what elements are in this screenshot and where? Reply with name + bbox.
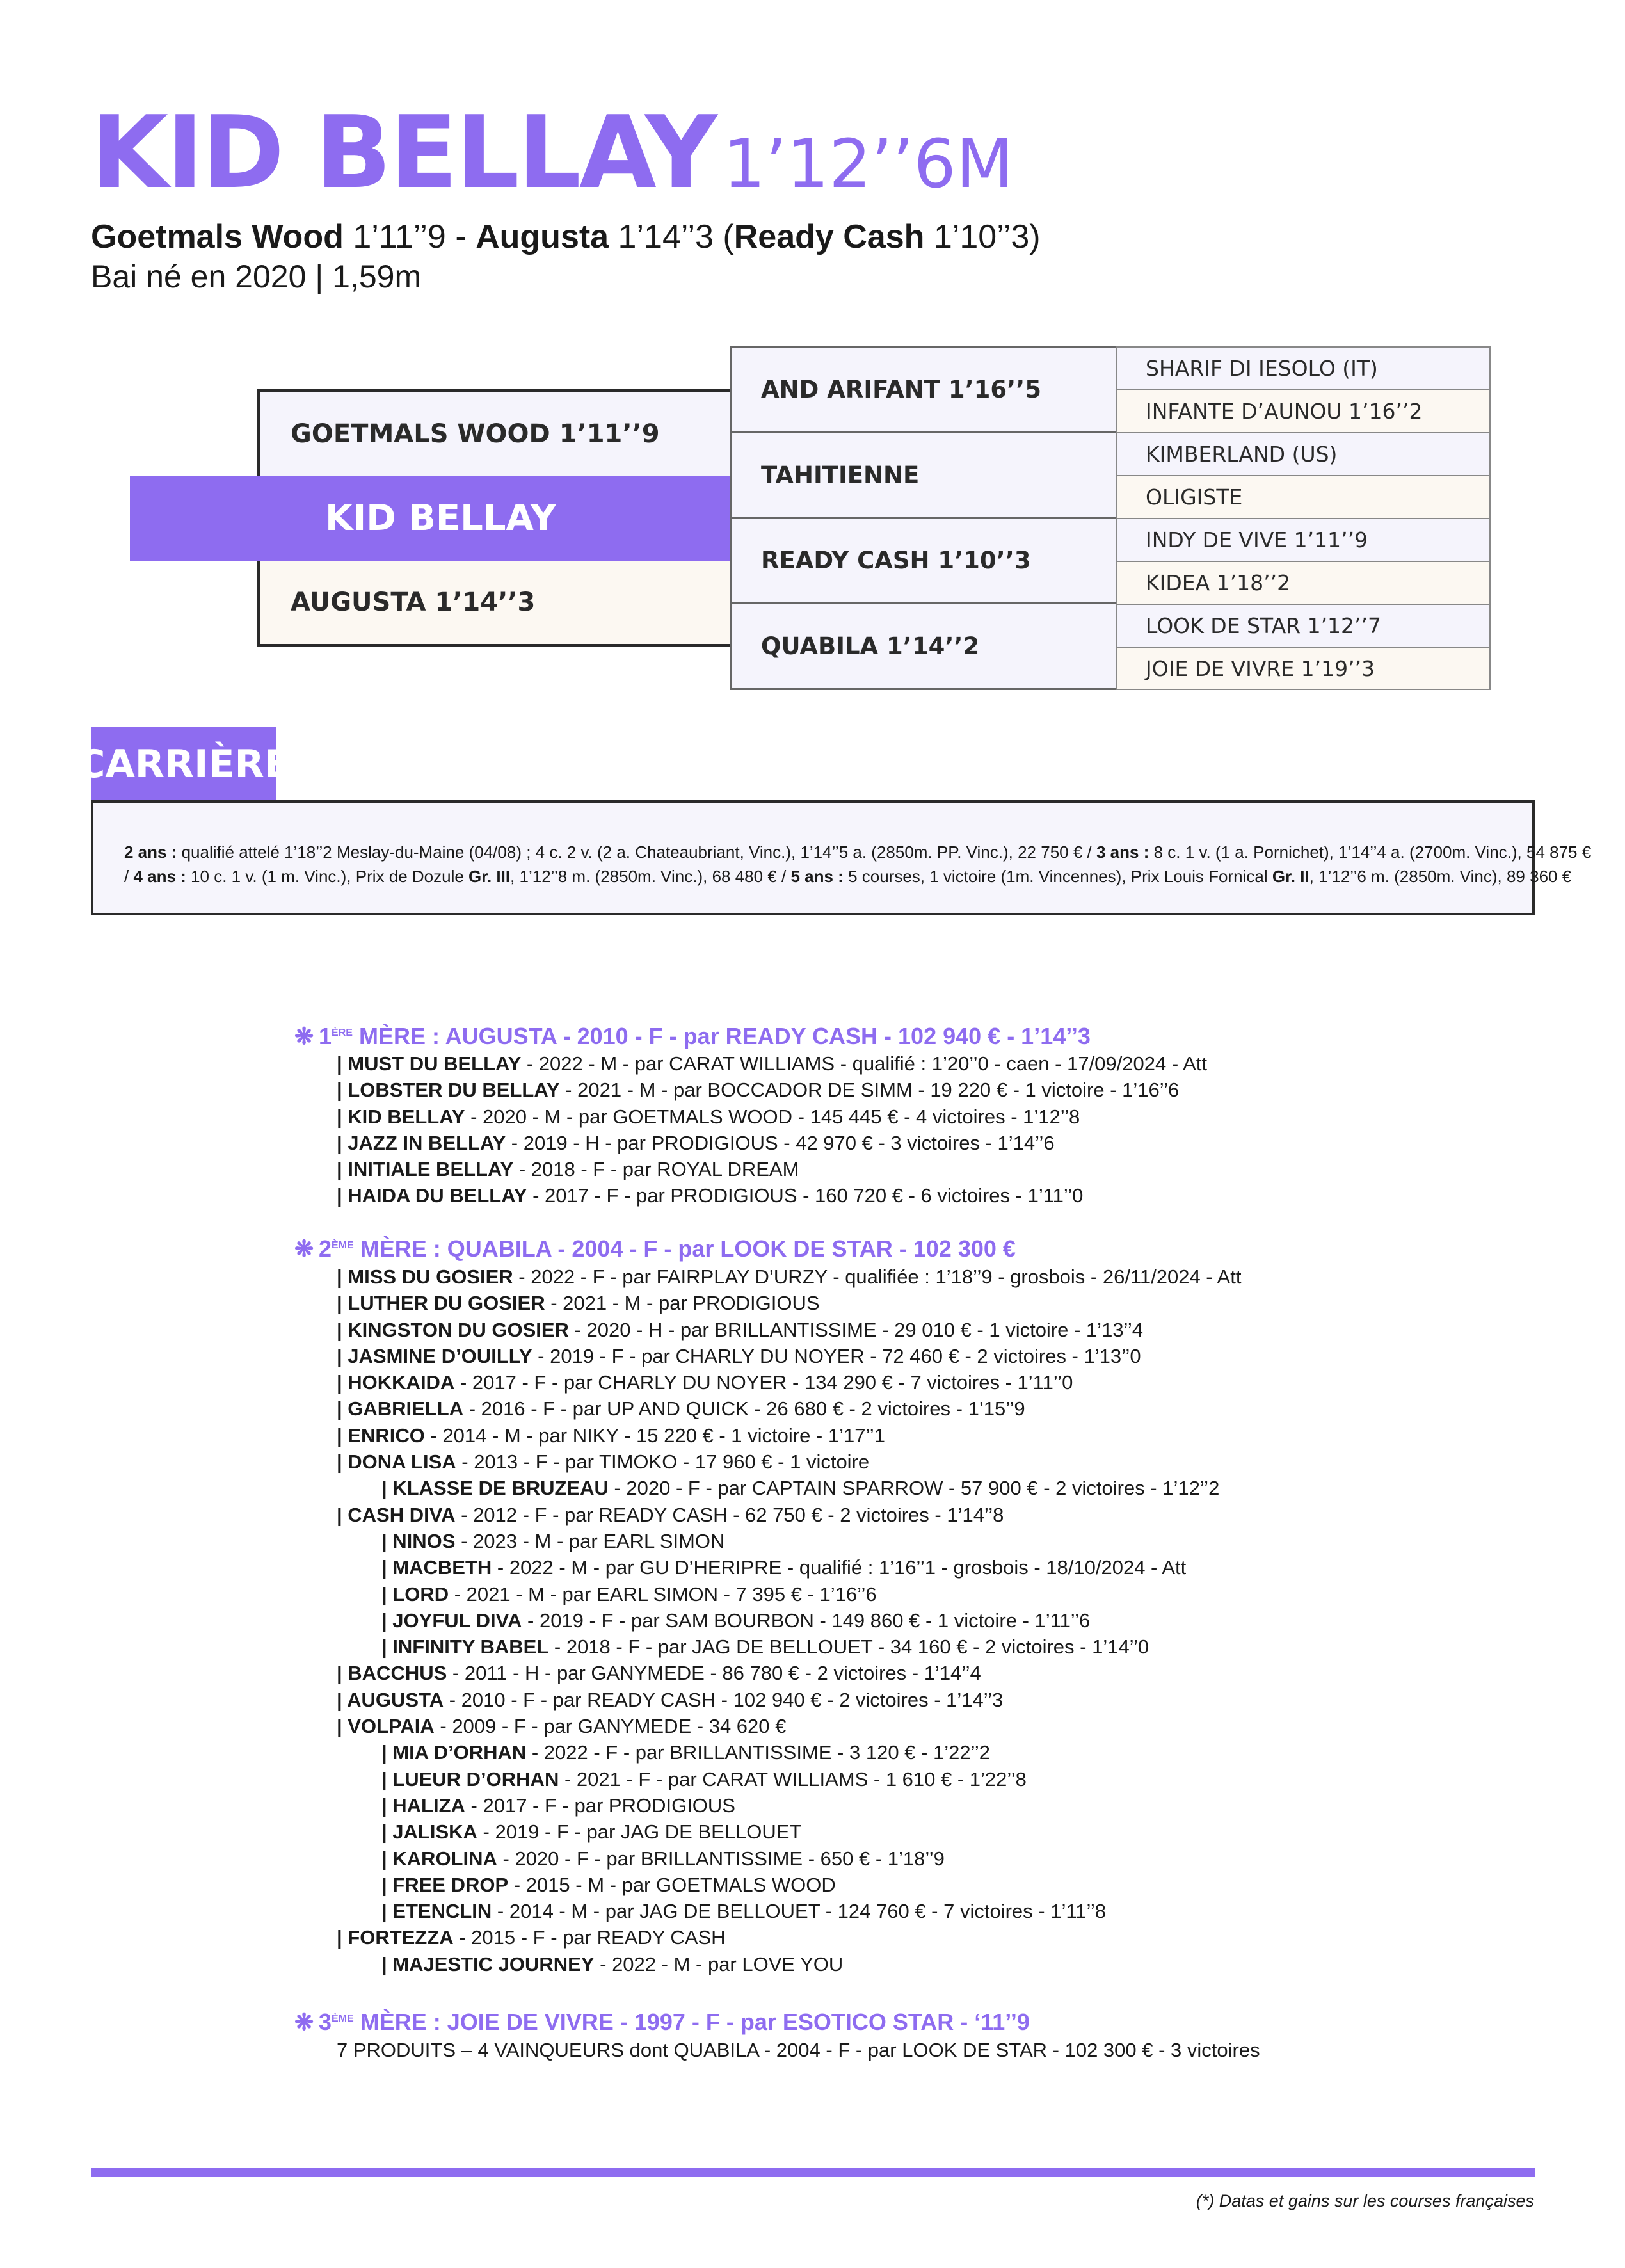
- product-name: | MAJESTIC JOURNEY: [381, 1952, 595, 1975]
- great-grandparent-label: OLIGISTE: [1146, 485, 1243, 510]
- product-details: - 2014 - M - par NIKY - 15 220 € - 1 victoire - 1’17’’1: [424, 1424, 885, 1447]
- great-grandparent-label: KIDEA 1’18’’2: [1146, 570, 1291, 595]
- career-year-label: 2 ans :: [124, 842, 177, 862]
- product-details: - 2022 - M - par CARAT WILLIAMS - qualifié : 1’20’’0 - caen - 17/09/2024 - Att: [521, 1052, 1207, 1075]
- pedigree-great-grandparent: [1116, 647, 1491, 690]
- sire-name: Goetmals Wood: [91, 218, 344, 255]
- product-name: | MACBETH: [381, 1556, 492, 1579]
- product-row: [294, 1819, 1241, 1845]
- product-details: - 2022 - M - par GU D’HERIPRE - qualifié : 1’16’’1 - grosbois - 18/10/2024 - Att: [492, 1556, 1187, 1579]
- product-details: - 2021 - M - par PRODIGIOUS: [545, 1292, 820, 1315]
- sire-record: 1’11’’9: [353, 218, 446, 255]
- product-row: [294, 1898, 1241, 1924]
- product-row: [294, 1264, 1241, 1290]
- product-name: | KLASSE DE BRUZEAU: [381, 1477, 609, 1500]
- career-group: Gr. II: [1272, 867, 1309, 886]
- great-grandparent-label: JOIE DE VIVRE 1’19’’3: [1146, 655, 1375, 681]
- grandparent-label: AND ARIFANT 1’16’’5: [761, 376, 1041, 403]
- product-name: | JALISKA: [381, 1821, 477, 1844]
- product-row: [294, 1182, 1207, 1209]
- product-details: - 2018 - F - par JAG DE BELLOUET - 34 160 € - 2 victoires - 1’14’’0: [548, 1636, 1149, 1659]
- career-title: CARRIÈRE: [91, 727, 276, 801]
- product-name: | ETENCLIN: [381, 1900, 492, 1923]
- product-row: [294, 1528, 1241, 1554]
- product-name: | GABRIELLA: [337, 1397, 464, 1420]
- product-name: | LORD: [381, 1582, 449, 1605]
- pedigree-subject-label: KID BELLAY: [325, 497, 557, 539]
- product-row: [294, 1475, 1241, 1501]
- product-row: [294, 1766, 1241, 1792]
- product-name: | LUTHER DU GOSIER: [337, 1292, 545, 1315]
- product-name: | INFINITY BABEL: [381, 1636, 549, 1659]
- career-text: , 1’12’’6 m. (2850m. Vinc), 89 360 €: [1309, 867, 1572, 886]
- product-row: [294, 1502, 1241, 1528]
- product-row: [294, 1317, 1241, 1343]
- product-details: - 2013 - F - par TIMOKO - 17 960 € - 1 victoire: [456, 1451, 870, 1474]
- product-details: - 2020 - F - par CAPTAIN SPARROW - 57 900 € - 2 victoires - 1’12’’2: [608, 1477, 1220, 1500]
- grandparent-label: QUABILA 1’14’’2: [761, 632, 980, 660]
- product-row: [294, 1343, 1241, 1369]
- third-dam-summary: 7 PRODUITS – 4 VAINQUEURS dont QUABILA - 2004 - F - par LOOK DE STAR - 102 300 € - 3 victoires: [337, 2039, 1260, 2061]
- flower-icon: ❋: [294, 2009, 314, 2035]
- product-row: [294, 1660, 1241, 1686]
- dam-sire-name: Ready Cash: [733, 218, 925, 255]
- product-name: | LUEUR D’ORHAN: [381, 1767, 559, 1790]
- separator: -: [455, 218, 467, 255]
- product-details: - 2021 - F - par CARAT WILLIAMS - 1 610 € - 1’22’’8: [559, 1767, 1027, 1790]
- product-name: | FREE DROP: [381, 1873, 509, 1896]
- product-row: [294, 1634, 1241, 1660]
- pedigree-subject: [130, 476, 732, 561]
- great-grandparent-label: INFANTE D’AUNOU 1’16’’2: [1146, 399, 1423, 424]
- dam-number: 3: [319, 2009, 332, 2035]
- horse-name: KID BELLAY: [91, 94, 716, 211]
- product-name: | AUGUSTA: [337, 1688, 444, 1711]
- pedigree-grandparent: [730, 346, 1117, 433]
- first-dam-heading: [294, 1023, 1091, 1050]
- product-details: - 2021 - M - par BOCCADOR DE SIMM - 19 220 € - 1 victoire - 1’16’’6: [559, 1079, 1180, 1102]
- product-row: [294, 1449, 1241, 1475]
- dam-record: 1’14’’3: [618, 218, 714, 255]
- product-details: - 2020 - H - par BRILLANTISSIME - 29 010 € - 1 victoire - 1’13’’4: [568, 1318, 1143, 1341]
- product-details: - 2017 - F - par PRODIGIOUS: [465, 1794, 735, 1817]
- career-year-label: 5 ans :: [790, 867, 844, 886]
- product-details: - 2020 - F - par BRILLANTISSIME - 650 € - 1’18’’9: [497, 1847, 945, 1870]
- product-details: - 2018 - F - par ROYAL DREAM: [513, 1158, 799, 1181]
- product-name: | MIA D’ORHAN: [381, 1741, 527, 1764]
- pedigree-great-grandparent: [1116, 389, 1491, 433]
- product-row: [294, 1369, 1241, 1395]
- product-row: [294, 1395, 1241, 1422]
- career-line-1: [124, 840, 1592, 864]
- product-details: - 2019 - F - par JAG DE BELLOUET: [477, 1821, 802, 1844]
- dam-ordinal: ÈRE: [332, 1027, 353, 1038]
- flower-icon: ❋: [294, 1235, 314, 1262]
- product-name: | MISS DU GOSIER: [337, 1266, 513, 1288]
- product-name: | BACCHUS: [337, 1662, 447, 1685]
- dam-title: MÈRE : QUABILA - 2004 - F - par LOOK DE STAR - 102 300 €: [353, 1235, 1016, 1262]
- career-line-2: [124, 864, 1572, 889]
- dam-sire-record: 1’10’’3: [933, 218, 1030, 255]
- footnote: (*) Datas et gains sur les courses françaises: [1196, 2191, 1534, 2210]
- product-details: - 2022 - M - par LOVE YOU: [594, 1952, 844, 1975]
- product-details: - 2012 - F - par READY CASH - 62 750 € - 2 victoires - 1’14’’8: [455, 1503, 1004, 1526]
- product-row: [294, 1687, 1241, 1713]
- pedigree-dam: [257, 561, 732, 647]
- dam-number: 2: [319, 1235, 332, 1262]
- grandparent-label: TAHITIENNE: [761, 461, 920, 489]
- third-dam-heading: [294, 2009, 1030, 2036]
- pedigree-great-grandparent: [1116, 432, 1491, 476]
- product-details: - 2023 - M - par EARL SIMON: [455, 1529, 725, 1552]
- pedigree-sire-label: GOETMALS WOOD 1’11’’9: [291, 419, 660, 449]
- product-row: [294, 1846, 1241, 1872]
- product-details: - 2022 - F - par BRILLANTISSIME - 3 120 € - 1’22’’2: [526, 1741, 991, 1764]
- dam-ordinal: ÈME: [332, 1240, 354, 1251]
- horse-title: [91, 94, 1014, 211]
- product-name: | KID BELLAY: [337, 1105, 465, 1128]
- career-group: Gr. III: [468, 867, 511, 886]
- product-details: - 2011 - H - par GANYMEDE - 86 780 € - 2 victoires - 1’14’’4: [447, 1662, 981, 1685]
- career-text: qualifié attelé 1’18’’2 Meslay-du-Maine (04/08) ; 4 c. 2 v. (2 a. Chateaubriant, Vinc.), 1’14’’5 a. (2850m. PP. Vinc.), 22 750 € /: [177, 842, 1096, 862]
- product-row: [294, 1050, 1207, 1077]
- dam-number: 1: [319, 1023, 332, 1049]
- product-row: [294, 1156, 1207, 1182]
- great-grandparent-label: SHARIF DI IESOLO (IT): [1146, 356, 1378, 381]
- pedigree-great-grandparent: [1116, 346, 1491, 390]
- product-name: | JASMINE D’OUILLY: [337, 1344, 532, 1367]
- product-row: [294, 1130, 1207, 1156]
- career-text: /: [124, 867, 134, 886]
- product-row: [294, 1581, 1241, 1607]
- product-details: - 2014 - M - par JAG DE BELLOUET - 124 760 € - 7 victoires - 1’11’’8: [492, 1900, 1106, 1923]
- product-name: | KAROLINA: [381, 1847, 497, 1870]
- pedigree-grandparent: [730, 517, 1117, 604]
- flower-icon: ❋: [294, 1023, 314, 1049]
- product-details: - 2010 - F - par READY CASH - 102 940 € - 2 victoires - 1’14’’3: [444, 1688, 1004, 1711]
- great-grandparent-label: LOOK DE STAR 1’12’’7: [1146, 613, 1382, 638]
- parents-line: Goetmals Wood 1’11’’9 - Augusta 1’14’’3 (Ready Cash 1’10’’3): [91, 218, 1041, 255]
- product-row: [294, 1422, 1241, 1449]
- pedigree-grandparent: [730, 602, 1117, 690]
- career-text: 10 c. 1 v. (1 m. Vinc.), Prix de Dozule: [186, 867, 469, 886]
- product-row: [294, 1872, 1241, 1898]
- product-name: | MUST DU BELLAY: [337, 1052, 522, 1075]
- product-name: | HALIZA: [381, 1794, 465, 1817]
- product-name: | LOBSTER DU BELLAY: [337, 1079, 560, 1102]
- horse-record: 1’12’’6M: [723, 125, 1014, 203]
- footer-bar: [91, 2168, 1535, 2177]
- product-details: - 2017 - F - par PRODIGIOUS - 160 720 € - 6 victoires - 1’11’’0: [527, 1184, 1084, 1207]
- great-grandparent-label: KIMBERLAND (US): [1146, 442, 1338, 467]
- product-details: - 2015 - M - par GOETMALS WOOD: [508, 1873, 836, 1896]
- product-row: [294, 1077, 1207, 1103]
- product-name: | CASH DIVA: [337, 1503, 456, 1526]
- product-details: - 2022 - F - par FAIRPLAY D’URZY - qualifiée : 1’18’’9 - grosbois - 26/11/2024 - Att: [513, 1266, 1242, 1288]
- second-dam-products: [294, 1264, 1241, 1977]
- dam-name: Augusta: [476, 218, 609, 255]
- product-details: - 2016 - F - par UP AND QUICK - 26 680 € - 2 victoires - 1’15’’9: [463, 1397, 1025, 1420]
- product-name: | FORTEZZA: [337, 1926, 454, 1949]
- product-name: | INITIALE BELLAY: [337, 1158, 514, 1181]
- product-row: [294, 1951, 1241, 1977]
- product-details: - 2020 - M - par GOETMALS WOOD - 145 445 € - 4 victoires - 1’12’’8: [465, 1105, 1080, 1128]
- product-row: [294, 1713, 1241, 1739]
- product-name: | NINOS: [381, 1529, 456, 1552]
- product-details: - 2019 - F - par CHARLY DU NOYER - 72 460 € - 2 victoires - 1’13’’0: [532, 1344, 1141, 1367]
- product-name: | KINGSTON DU GOSIER: [337, 1318, 569, 1341]
- career-box: [91, 800, 1592, 915]
- product-details: - 2021 - M - par EARL SIMON - 7 395 € - 1’16’’6: [449, 1582, 877, 1605]
- product-row: [294, 1792, 1241, 1819]
- product-name: | ENRICO: [337, 1424, 425, 1447]
- pedigree-sire: [257, 389, 732, 476]
- career-text: 8 c. 1 v. (1 a. Pornichet), 1’14’’4 a. (2700m. Vinc.), 54 875 €: [1149, 842, 1592, 862]
- career-year-label: 3 ans :: [1096, 842, 1149, 862]
- career-text: , 1’12’’8 m. (2850m. Vinc.), 68 480 € /: [510, 867, 791, 886]
- pedigree-grandparent: [730, 431, 1117, 519]
- great-grandparent-label: INDY DE VIVE 1’11’’9: [1146, 527, 1368, 552]
- dam-ordinal: ÈME: [332, 2013, 354, 2024]
- coat-line: Bai né en 2020 | 1,59m: [91, 259, 422, 294]
- dam-title: MÈRE : JOIE DE VIVRE - 1997 - F - par ESOTICO STAR - ‘11’’9: [353, 2009, 1030, 2035]
- pedigree-great-grandparent: [1116, 561, 1491, 605]
- career-year-label: 4 ans :: [133, 867, 186, 886]
- product-name: | DONA LISA: [337, 1451, 456, 1474]
- product-name: | JAZZ IN BELLAY: [337, 1131, 506, 1154]
- product-name: | JOYFUL DIVA: [381, 1609, 522, 1632]
- product-row: [294, 1739, 1241, 1765]
- pedigree-dam-label: AUGUSTA 1’14’’3: [291, 588, 536, 617]
- product-name: | HOKKAIDA: [337, 1371, 455, 1394]
- product-name: | HAIDA DU BELLAY: [337, 1184, 527, 1207]
- product-details: - 2019 - F - par SAM BOURBON - 149 860 € - 1 victoire - 1’11’’6: [522, 1609, 1091, 1632]
- product-details: - 2017 - F - par CHARLY DU NOYER - 134 290 € - 7 victoires - 1’11’’0: [454, 1371, 1073, 1394]
- product-details: - 2019 - H - par PRODIGIOUS - 42 970 € - 3 victoires - 1’14’’6: [506, 1131, 1055, 1154]
- product-row: [294, 1104, 1207, 1130]
- product-name: | VOLPAIA: [337, 1715, 435, 1738]
- product-row: [294, 1290, 1241, 1316]
- product-details: - 2009 - F - par GANYMEDE - 34 620 €: [434, 1715, 787, 1738]
- grandparent-label: READY CASH 1’10’’3: [761, 547, 1031, 574]
- pedigree-great-grandparent: [1116, 604, 1491, 648]
- product-row: [294, 1554, 1241, 1580]
- product-details: - 2015 - F - par READY CASH: [453, 1926, 726, 1949]
- dam-title: MÈRE : AUGUSTA - 2010 - F - par READY CASH - 102 940 € - 1’14’’3: [352, 1023, 1091, 1049]
- career-text: 5 courses, 1 victoire (1m. Vincennes), Prix Louis Fornical: [843, 867, 1272, 886]
- pedigree-great-grandparent: [1116, 518, 1491, 562]
- first-dam-products: [294, 1050, 1207, 1209]
- product-row: [294, 1607, 1241, 1634]
- pedigree-great-grandparent: [1116, 475, 1491, 519]
- second-dam-heading: [294, 1235, 1016, 1262]
- product-row: [294, 1924, 1241, 1950]
